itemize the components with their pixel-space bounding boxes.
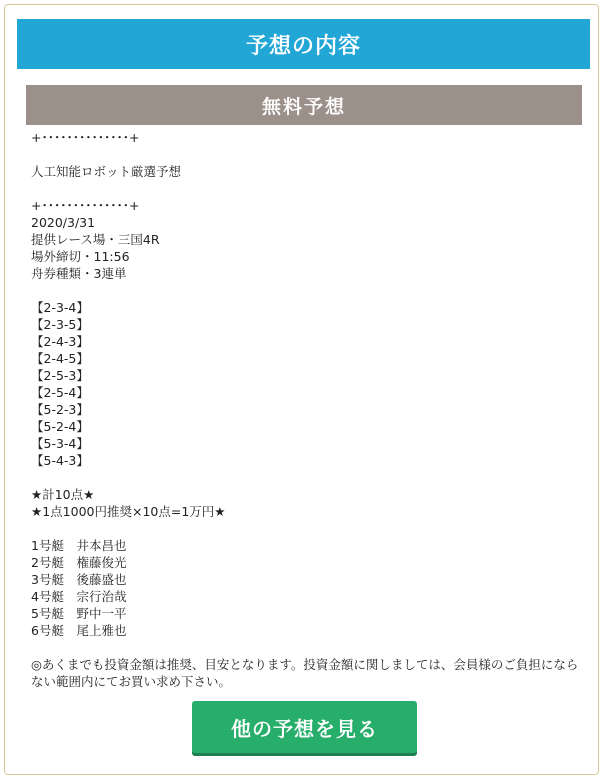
combination-item: 【2-3-4】 <box>31 300 89 315</box>
bet-type: 舟券種類・3連単 <box>31 266 127 281</box>
combination-item: 【5-4-3】 <box>31 453 89 468</box>
race-date: 2020/3/31 <box>31 215 96 230</box>
race-venue: 提供レース場・三国4R <box>31 232 160 247</box>
combination-item: 【5-2-3】 <box>31 402 89 417</box>
boat-entry: 6号艇 尾上雅也 <box>31 623 127 638</box>
combination-item: 【2-5-4】 <box>31 385 89 400</box>
section-title: 無料予想 <box>26 85 582 125</box>
other-predictions-button[interactable]: 他の予想を見る <box>192 701 417 753</box>
boat-entry: 4号艇 宗行治哉 <box>31 589 127 604</box>
divider-top: +･･････････････+ <box>31 130 140 145</box>
prediction-heading: 人工知能ロボット厳選予想 <box>31 164 182 179</box>
combination-item: 【2-4-5】 <box>31 351 89 366</box>
total-points: ★計10点★ <box>31 487 95 502</box>
page-title: 予想の内容 <box>17 19 590 69</box>
divider-bottom: +･･････････････+ <box>31 198 140 213</box>
boat-entry: 3号艇 後藤盛也 <box>31 572 127 587</box>
boat-entry: 2号艇 権藤俊光 <box>31 555 127 570</box>
boat-entry: 1号艇 井本昌也 <box>31 538 127 553</box>
combination-item: 【2-3-5】 <box>31 317 89 332</box>
recommendation: ★1点1000円推奨×10点=1万円★ <box>31 504 226 519</box>
investment-note: ◎あくまでも投資金額は推奨、目安となります。投資金額に関しましては、会員様のご負担にならない範囲内にてお買い求め下さい。 <box>31 657 579 689</box>
prediction-content <box>31 129 581 690</box>
race-deadline: 場外締切・11:56 <box>31 249 130 264</box>
prediction-panel <box>4 4 599 775</box>
combination-item: 【5-3-4】 <box>31 436 89 451</box>
boat-entry: 5号艇 野中一平 <box>31 606 127 621</box>
combination-item: 【5-2-4】 <box>31 419 89 434</box>
combination-item: 【2-4-3】 <box>31 334 89 349</box>
combination-item: 【2-5-3】 <box>31 368 89 383</box>
